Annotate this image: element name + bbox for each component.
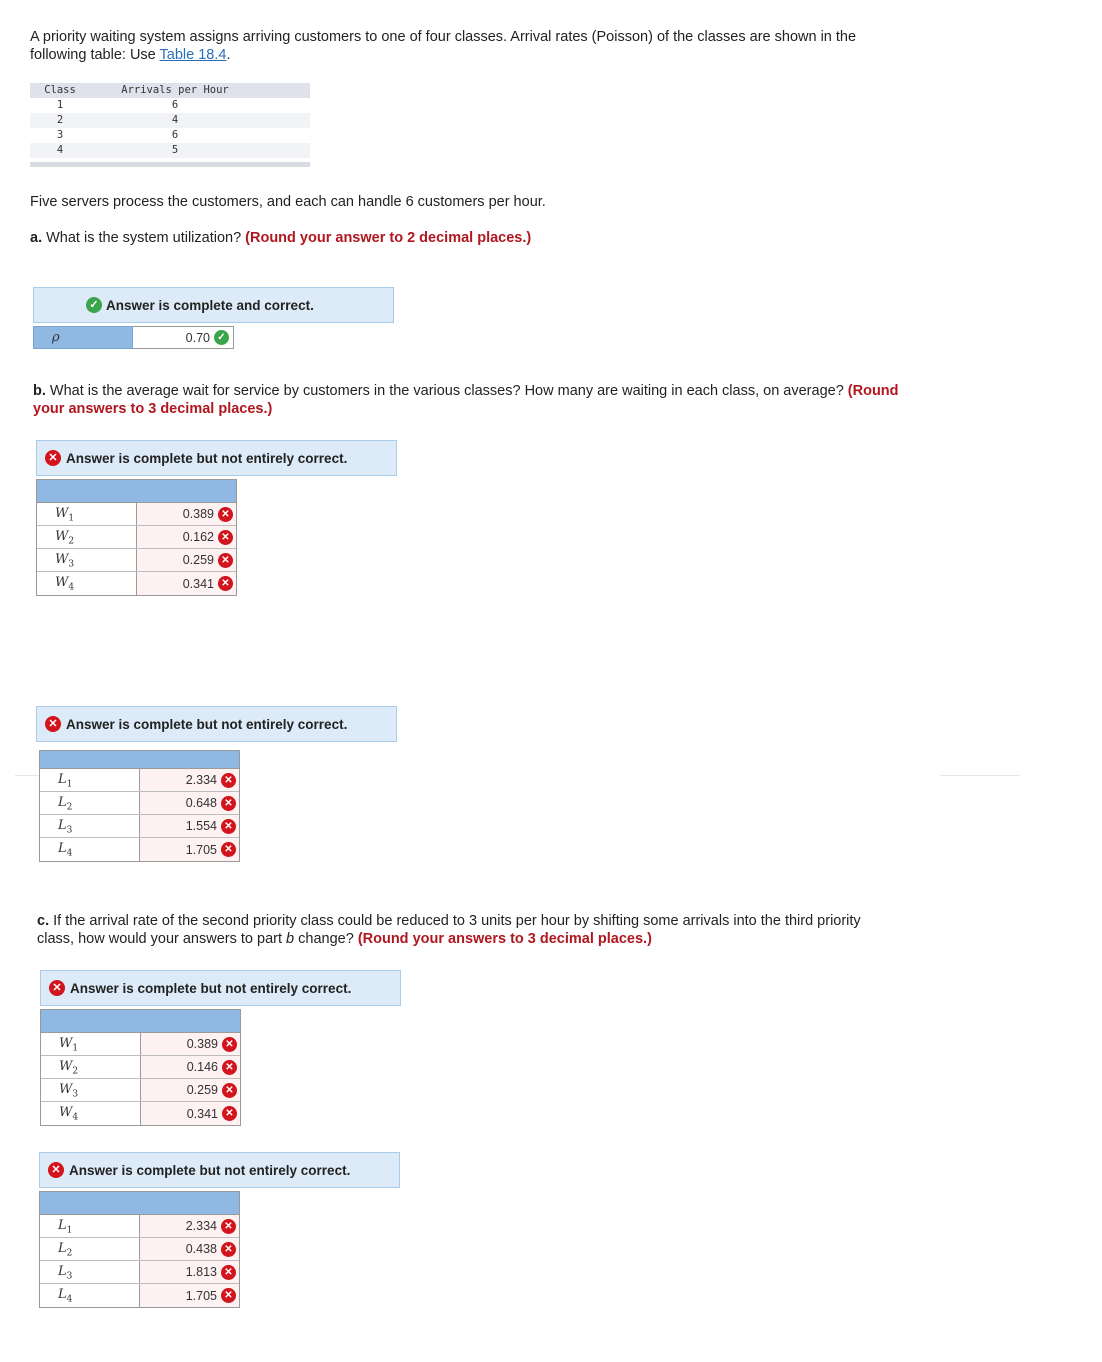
symbol: L [58,1287,67,1302]
row-label [40,838,140,861]
answer-field[interactable] [141,1056,240,1078]
part-c-l-result-banner [39,1152,400,1188]
subscript: 1 [72,1043,79,1054]
row-label [40,769,140,791]
part-c-w-table [40,1009,241,1126]
answer-field[interactable] [141,1079,240,1101]
symbol: L [58,1241,67,1256]
arrival-rate-table-header [30,83,310,98]
table-row [41,1102,240,1125]
table-row [37,503,236,526]
x-circle-icon: ✕ [218,530,233,545]
intro-line-1: A priority waiting system assigns arriving customers to one of four classes. Arrival rates (Poisson) of the classes are shown in the [30,29,857,45]
rho-answer-field[interactable] [133,326,234,349]
answer-table-header [40,1192,239,1215]
table-row [40,815,239,838]
row-label [37,549,137,571]
part-b-l-table [39,750,240,862]
answer-field[interactable] [140,1238,239,1260]
part-b-question [33,382,1033,418]
answer-field[interactable] [137,549,236,571]
part-c-w-banner-text: Answer is complete but not entirely correct. [70,980,352,996]
rho-answer-row [33,326,234,349]
class-cell: 2 [56,114,64,126]
table-row [40,1261,239,1284]
arrival-rate-table [30,83,310,167]
class-column-header: Class [44,84,76,96]
symbol: L [58,795,67,810]
x-circle-icon: ✕ [221,1219,236,1234]
subscript: 2 [66,1248,73,1259]
x-circle-icon: ✕ [222,1083,237,1098]
part-b-l-result-banner [36,706,397,742]
answer-value: 1.705 [185,1288,217,1303]
row-label [41,1079,141,1101]
part-a-result-banner [33,287,394,323]
subscript: 3 [66,825,73,836]
answer-field[interactable] [141,1102,240,1125]
row-label [40,1284,140,1307]
row-label [40,815,140,837]
part-b-question-text: What is the average wait for service by customers in the various classes? How many are waiting in each class, on average? [45,383,848,399]
x-circle-icon: ✕ [221,842,236,857]
answer-field[interactable] [141,1033,240,1055]
symbol: W [59,1059,73,1074]
part-b-instruction-1: (Round [847,383,899,399]
symbol: W [59,1082,73,1097]
part-a-question [30,229,531,247]
subscript: 4 [66,1294,73,1305]
table-row [41,1033,240,1056]
answer-value: 0.389 [186,1037,218,1051]
row-label [37,572,137,595]
part-c-line-1-text: If the arrival rate of the second priority class could be reduced to 3 units per hour by shifting some arrivals into the third priority [49,913,861,929]
subscript: 4 [66,848,73,859]
subscript: 2 [68,536,75,547]
row-label [41,1033,141,1055]
answer-field[interactable] [140,769,239,791]
symbol: W [59,1105,73,1120]
subscript: 2 [66,802,73,813]
table-row [37,549,236,572]
table-row [37,526,236,549]
x-circle-icon: ✕ [218,553,233,568]
symbol: W [55,506,69,521]
answer-field[interactable] [137,572,236,595]
row-label [41,1056,141,1078]
x-circle-icon: ✕ [45,450,61,466]
part-b-l-banner-text: Answer is complete but not entirely correct. [66,716,348,732]
row-label [41,1102,141,1125]
class-cell: 4 [56,144,64,156]
answer-field[interactable] [140,815,239,837]
intro-line-2 [30,46,1030,64]
part-c-l-table [39,1191,240,1308]
symbol: W [59,1036,73,1051]
answer-field[interactable] [140,792,239,814]
table-row [30,128,310,143]
class-cell: 3 [56,129,64,141]
x-circle-icon: ✕ [48,1162,64,1178]
x-circle-icon: ✕ [222,1060,237,1075]
row-label [40,1261,140,1283]
part-c-w-result-banner [40,970,401,1006]
intro-line-2-suffix: . [226,47,231,63]
answer-table-header [41,1010,240,1033]
subscript: 3 [66,1271,73,1282]
part-b-w-banner-text: Answer is complete but not entirely correct. [66,450,348,466]
x-circle-icon: ✕ [218,576,233,591]
x-circle-icon: ✕ [45,716,61,732]
table-row [40,792,239,815]
part-c-line-2-suffix: change? [294,931,358,947]
x-circle-icon: ✕ [49,980,65,996]
part-c-line-2-prefix: class, how would your answers to part [37,931,287,947]
part-c-line-2 [37,930,1037,948]
part-a-letter: a. [30,230,43,246]
symbol: W [55,575,69,590]
divider [940,775,1020,776]
row-label [40,792,140,814]
part-a-banner-text: Answer is complete and correct. [106,297,314,313]
table-row [40,838,239,861]
answer-field[interactable] [140,1215,239,1237]
table-row [30,113,310,128]
table-row [37,572,236,595]
x-circle-icon: ✕ [221,1242,236,1257]
symbol: L [58,772,67,787]
rho-value: 0.70 [185,330,210,345]
table-row [40,1215,239,1238]
answer-table-header [40,751,239,769]
symbol: L [58,1218,67,1233]
answer-value: 0.648 [185,796,217,810]
arrivals-cell: 5 [171,144,179,156]
subscript: 1 [66,779,73,790]
part-c-letter: c. [37,913,50,929]
servers-text: Five servers process the customers, and each can handle 6 customers per hour. [30,194,546,210]
answer-field[interactable] [140,838,239,861]
x-circle-icon: ✕ [218,507,233,522]
answer-value: 1.705 [185,842,217,857]
table-bottom-rule [30,162,310,167]
symbol: L [58,841,67,856]
part-b-w-result-banner [36,440,397,476]
answer-value: 1.813 [185,1265,217,1279]
table-row [41,1056,240,1079]
subscript: 4 [72,1112,79,1123]
part-b-letter: b. [33,383,46,399]
symbol: L [58,1264,67,1279]
table-row [30,143,310,158]
table-row [40,769,239,792]
answer-value: 0.341 [186,1106,218,1121]
answer-value: 0.341 [182,576,214,591]
x-circle-icon: ✕ [221,819,236,834]
arrivals-cell: 6 [171,99,179,111]
x-circle-icon: ✕ [221,1288,236,1303]
table-link[interactable]: Table 18.4 [159,47,227,63]
answer-value: 1.554 [185,819,217,833]
divider [15,775,40,776]
row-label [40,1215,140,1237]
row-label [40,1238,140,1260]
part-a-instruction: (Round your answer to 2 decimal places.) [245,230,532,246]
part-c-question [37,912,1037,948]
answer-value: 0.438 [185,1242,217,1256]
rho-label: ρ [33,326,133,349]
intro-line-2-prefix: following table: Use [30,47,160,63]
table-row [40,1238,239,1261]
symbol: W [55,552,69,567]
subscript: 3 [72,1089,79,1100]
x-circle-icon: ✕ [221,1265,236,1280]
arrivals-cell: 4 [171,114,179,126]
part-a-question-text: What is the system utilization? [42,230,246,246]
x-circle-icon: ✕ [222,1037,237,1052]
table-row [30,98,310,113]
part-c-line-1 [37,912,1037,930]
answer-field[interactable] [137,526,236,548]
answer-value: 0.146 [186,1060,218,1074]
part-b-w-table [36,479,237,596]
part-b-instruction-2: your answers to 3 decimal places.) [33,401,273,417]
subscript: 3 [68,559,75,570]
answer-value: 0.162 [182,530,214,544]
part-c-part-ref: b [286,931,295,947]
answer-value: 0.389 [182,507,214,521]
arrivals-cell: 6 [171,129,179,141]
subscript: 1 [66,1225,73,1236]
part-c-l-banner-text: Answer is complete but not entirely correct. [69,1162,351,1178]
table-row [41,1079,240,1102]
x-circle-icon: ✕ [222,1106,237,1121]
answer-field[interactable] [137,503,236,525]
answer-value: 2.334 [185,773,217,787]
x-circle-icon: ✕ [221,796,236,811]
answer-field[interactable] [140,1261,239,1283]
answer-table-header [37,480,236,503]
answer-value: 0.259 [186,1083,218,1097]
part-c-instruction: (Round your answers to 3 decimal places.) [357,931,652,947]
x-circle-icon: ✕ [221,773,236,788]
part-b-line-1 [33,382,1033,400]
symbol: W [55,529,69,544]
subscript: 1 [68,513,75,524]
subscript: 2 [72,1066,79,1077]
answer-value: 0.259 [182,553,214,567]
symbol: L [58,818,67,833]
answer-field[interactable] [140,1284,239,1307]
row-label [37,503,137,525]
check-circle-icon: ✓ [86,297,102,313]
check-circle-icon: ✓ [214,330,229,345]
intro-text [30,28,1030,64]
subscript: 4 [68,582,75,593]
arrivals-column-header: Arrivals per Hour [121,84,229,96]
table-row [40,1284,239,1307]
row-label [37,526,137,548]
answer-value: 2.334 [185,1219,217,1233]
class-cell: 1 [56,99,64,111]
